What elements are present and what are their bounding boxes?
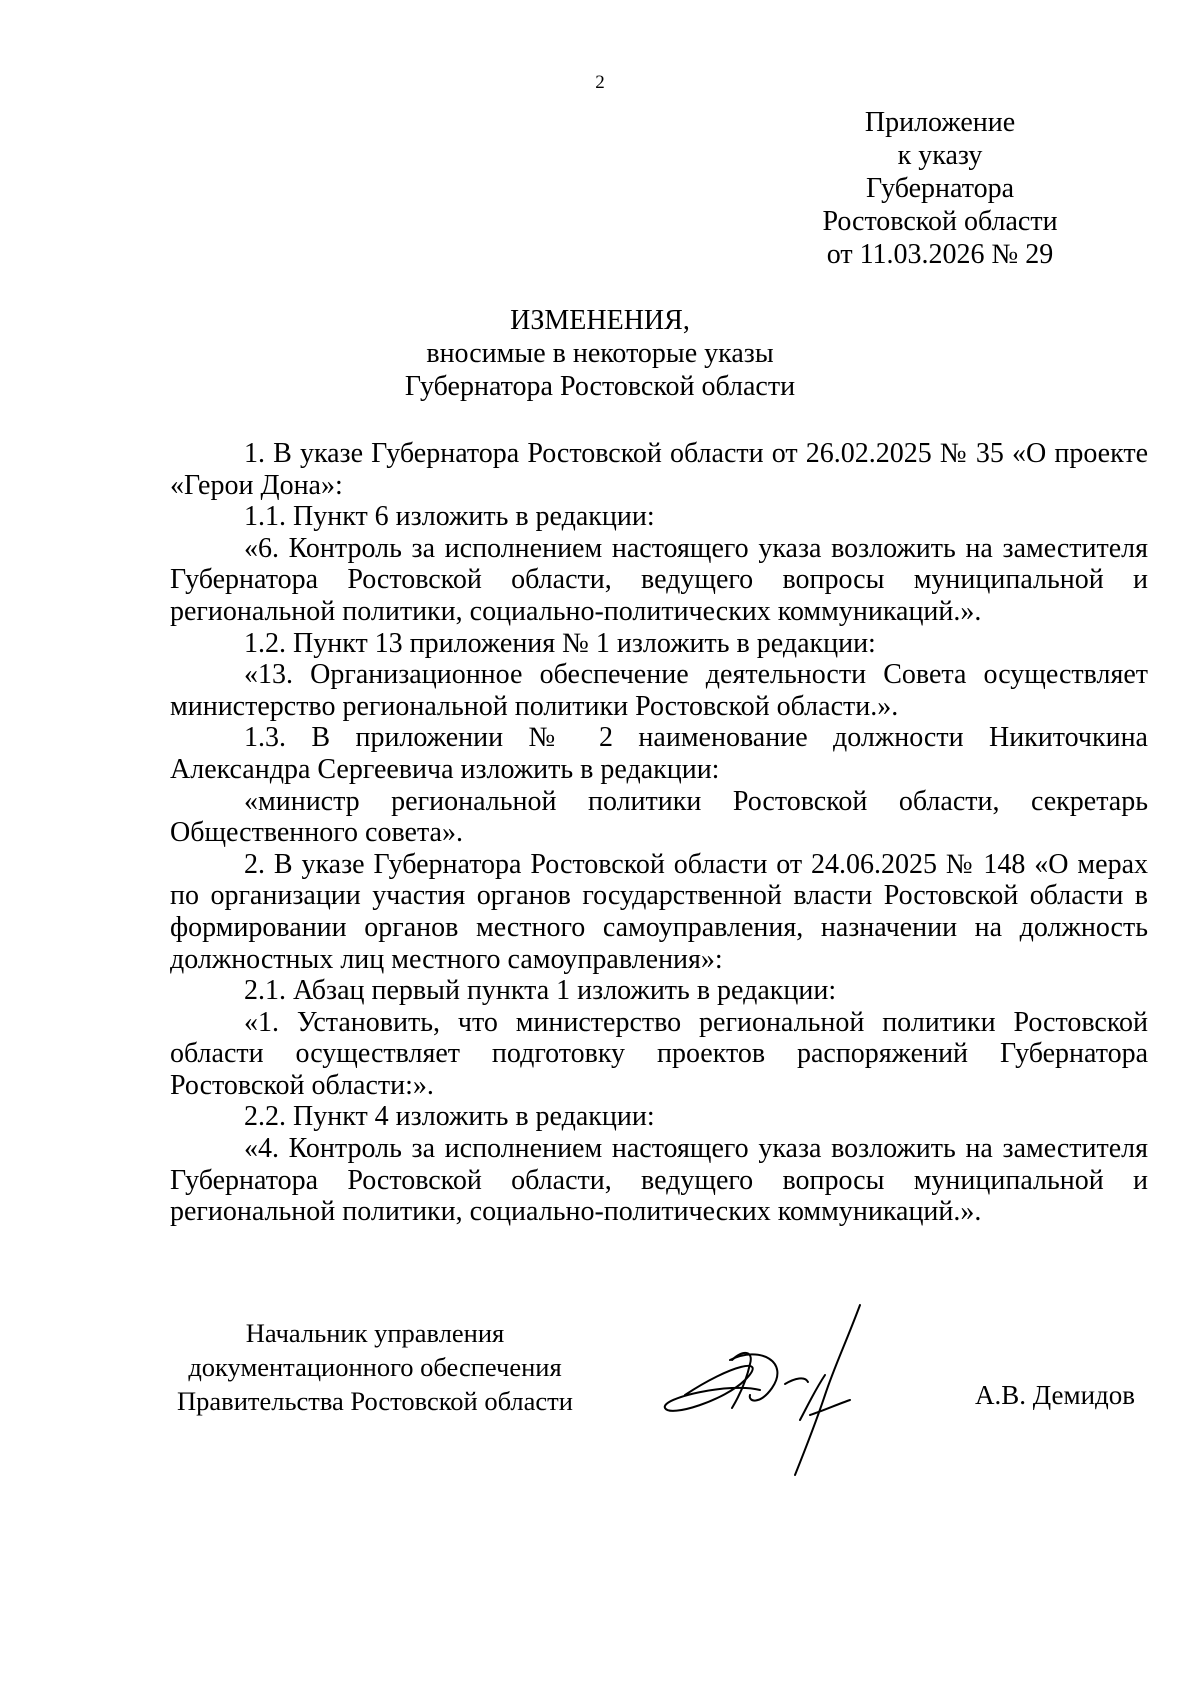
position-line: Начальник управления [245,1318,505,1348]
appendix-line: Губернатора [865,173,1015,204]
paragraph: 2.1. Абзац первый пункта 1 изложить в редакции: [244,975,837,1007]
appendix-line: к указу [897,140,983,171]
paragraph: 2.2. Пункт 4 изложить в редакции: [244,1101,655,1133]
paragraph: «6. Контроль за исполнением настоящего указа возложить на заместителя Губернатора Ростовской области, ведущего вопросы муниципальной и региональной политики, социально-политических коммуникаций.». [170,532,1148,627]
title-heading: ИЗМЕНЕНИЯ, [510,305,690,336]
document-title [0,304,1200,403]
signatory-position [160,1316,590,1418]
handwritten-signature [650,1300,910,1480]
page-number: 2 [595,72,605,93]
paragraph: 1.1. Пункт 6 изложить в редакции: [244,501,655,533]
signer-name: А.В. Демидов [975,1380,1136,1410]
paragraph: «1. Установить, что министерство региональной политики Ростовской области осуществляет подготовку проектов распоряжений Губернатора Ростовской области:». [170,1006,1148,1101]
paragraph: «министр региональной политики Ростовской области, секретарь Общественного совета». [170,785,1148,849]
appendix-date-number: от 11.03.2026 № 29 [826,239,1054,270]
paragraph: 2. В указе Губернатора Ростовской области от 24.06.2025 № 148 «О мерах по организации участия органов государственной власти Ростовской области в формировании органов местного самоуправления, назначении на должность должностных лиц местного самоуправления»: [170,848,1148,975]
title-subtitle: вносимые в некоторые указы [426,338,774,369]
document-body [170,438,1148,1228]
title-subtitle: Губернатора Ростовской области [404,371,796,402]
appendix-line: Ростовской области [822,206,1058,237]
paragraph: «13. Организационное обеспечение деятельности Совета осуществляет министерство региональной политики Ростовской области.». [170,659,1148,722]
position-line: документационного обеспечения [188,1352,562,1382]
paragraph: «4. Контроль за исполнением настоящего указа возложить на заместителя Губернатора Ростовской области, ведущего вопросы муниципальной и региональной политики, социально-политических коммуникаций.». [170,1133,1148,1228]
paragraph: 1. В указе Губернатора Ростовской области от 26.02.2025 № 35 «О проекте «Герои Дона»: [170,438,1148,501]
appendix-header [790,106,1090,271]
paragraph: 1.3. В приложении № 2 наименование должности Никиточкина Александра Сергеевича изложить в редакции: [170,722,1148,785]
position-line: Правительства Ростовской области [177,1386,573,1416]
appendix-line: Приложение [864,107,1016,138]
paragraph: 1.2. Пункт 13 приложения № 1 изложить в редакции: [244,627,876,659]
